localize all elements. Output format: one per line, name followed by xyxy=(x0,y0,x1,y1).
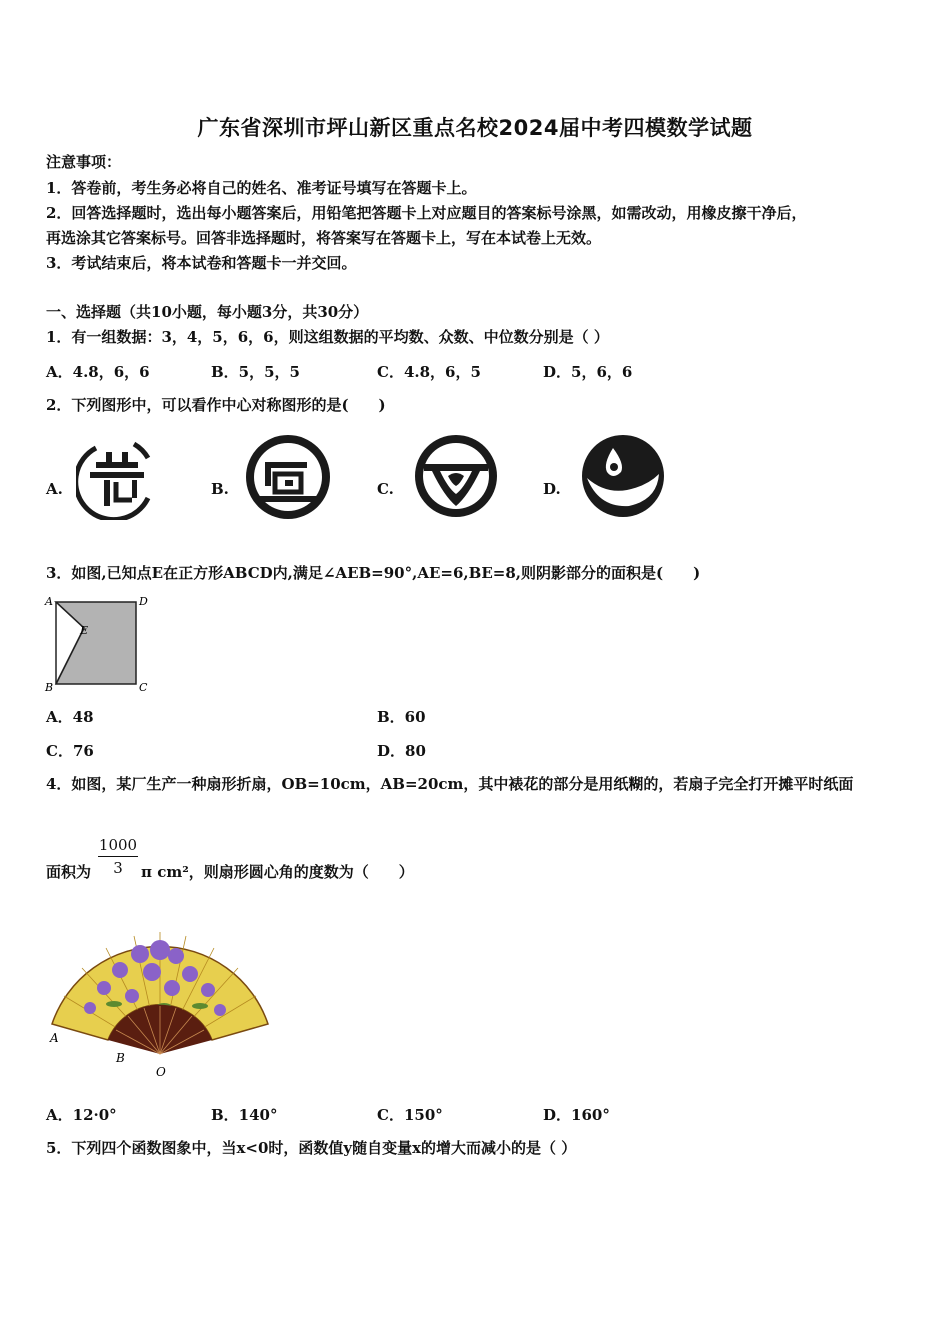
q4-option-c: C．150° xyxy=(377,1106,443,1124)
logo-a-icon xyxy=(76,436,158,520)
notice-item: 再选涂其它答案标号。回答非选择题时，将答案写在答题卡上，写在本试卷上无效。 xyxy=(46,229,602,247)
notice-item: 3．考试结束后，将本试卷和答题卡一并交回。 xyxy=(46,254,357,272)
logo-b-icon xyxy=(245,434,331,520)
q3-option-d: D．80 xyxy=(377,742,426,760)
label-a: A xyxy=(50,1031,59,1045)
q4-stem: 4．如图，某厂生产一种扇形折扇，OB=10cm，AB=20cm，其中裱花的部分是用纸糊的，若扇子完全打开摊平时纸面 xyxy=(46,775,854,793)
q4-stem-prefix: 面积为 xyxy=(46,863,92,881)
q3-option-b: B．60 xyxy=(377,708,426,726)
square-figure xyxy=(42,592,152,696)
label-b: B xyxy=(45,681,54,694)
logo-c-icon xyxy=(414,434,498,518)
label-d: D xyxy=(139,595,148,608)
q2-option-c: C. xyxy=(377,480,394,498)
label-c: C xyxy=(139,681,148,694)
q2-option-b: B. xyxy=(211,480,229,498)
q2-option-a: A. xyxy=(46,480,63,498)
label-b: B xyxy=(116,1051,125,1065)
q1-option-d: D．5，6，6 xyxy=(543,363,633,381)
label-e: E xyxy=(80,624,89,637)
fan-figure xyxy=(44,926,272,1082)
q1-option-b: B．5，5，5 xyxy=(211,363,300,381)
logo-d-icon xyxy=(581,434,665,518)
q4-stem-suffix: π cm²，则扇形圆心角的度数为（ ） xyxy=(141,863,414,881)
q4-option-d: D．160° xyxy=(543,1106,610,1124)
q1-stem: 1．有一组数据：3，4，5，6，6，则这组数据的平均数、众数、中位数分别是（ ） xyxy=(46,328,609,346)
q1-option-c: C．4.8，6，5 xyxy=(377,363,481,381)
notice-item: 1．答卷前，考生务必将自己的姓名、准考证号填写在答题卡上。 xyxy=(46,179,477,197)
q4-option-a: A．12·0° xyxy=(46,1106,117,1124)
q4-option-b: B．140° xyxy=(211,1106,278,1124)
notice-item: 2．回答选择题时，选出每小题答案后，用铅笔把答题卡上对应题目的答案标号涂黑，如需改动，用橡皮擦干净后， xyxy=(46,204,807,222)
section-heading: 一、选择题（共10小题，每小题3分，共30分） xyxy=(46,303,369,321)
q3-option-c: C．76 xyxy=(46,742,94,760)
label-a: A xyxy=(45,595,53,608)
q3-stem: 3．如图,已知点E在正方形ABCD内,满足∠AEB=90°,AE=6,BE=8,则阴影部分的面积是( ) xyxy=(46,564,701,582)
q2-stem: 2．下列图形中，可以看作中心对称图形的是( ) xyxy=(46,396,386,414)
q1-option-a: A．4.8，6，6 xyxy=(46,363,150,381)
q5-stem: 5．下列四个函数图象中，当x<0时，函数值y随自变量x的增大而减小的是（ ） xyxy=(46,1139,577,1157)
fraction-numerator: 1000 xyxy=(98,836,138,857)
q3-option-a: A．48 xyxy=(46,708,94,726)
fraction-denominator: 3 xyxy=(113,859,123,877)
area-fraction xyxy=(98,836,138,877)
page-title: 广东省深圳市坪山新区重点名校2024届中考四模数学试题 xyxy=(197,116,753,140)
notice-heading: 注意事项： xyxy=(46,153,122,171)
label-o: O xyxy=(156,1065,166,1079)
q2-option-d: D. xyxy=(543,480,561,498)
